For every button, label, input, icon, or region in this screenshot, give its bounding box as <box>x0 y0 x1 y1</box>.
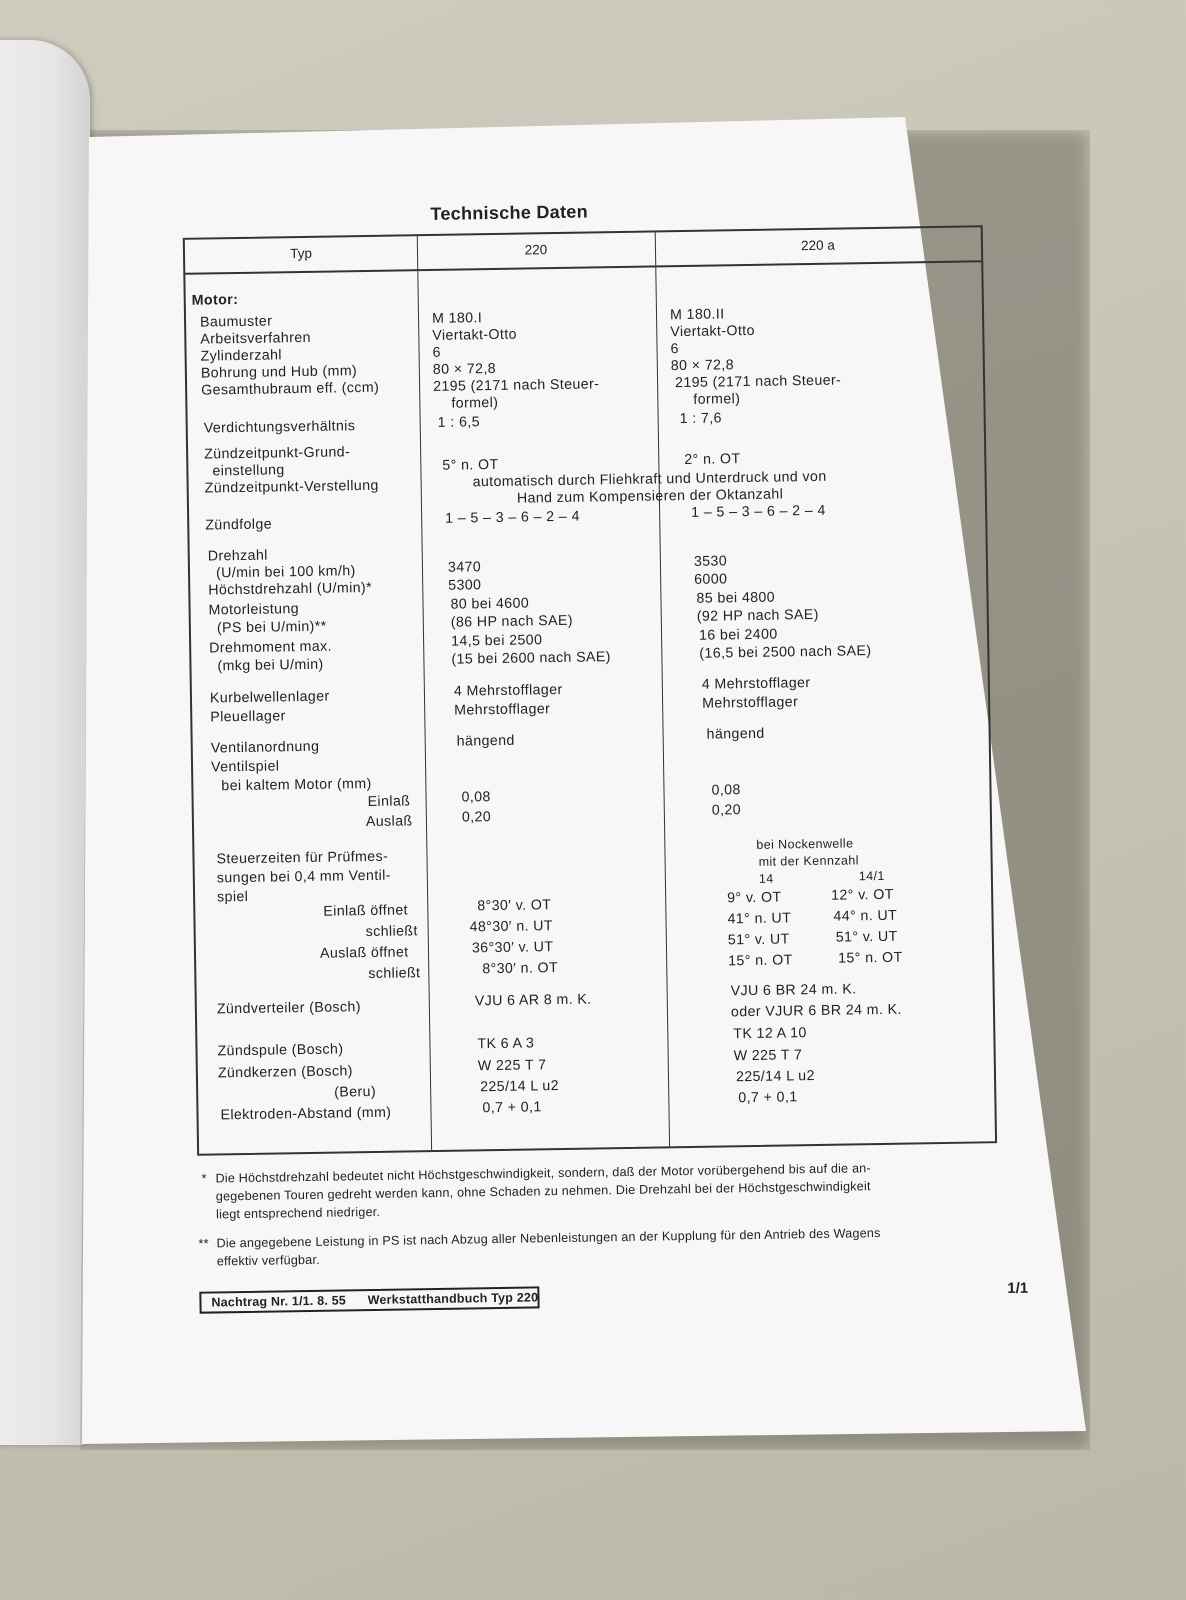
value-220a-zuendspule: TK 12 A 10 <box>733 1025 807 1043</box>
footer-handbuch: Werkstatthandbuch Typ 220 <box>367 1290 539 1308</box>
value-220a-zuendkerzen: W 225 T 7 <box>733 1047 803 1065</box>
label-steuerzeiten-cont2: spiel <box>216 888 249 906</box>
value-220a-hoechstdrehzahl: 6000 <box>694 571 728 588</box>
value-220-motorleistung: 80 bei 4600 <box>450 595 530 613</box>
value-220-gesamthubraum-cont: formel) <box>451 394 499 412</box>
value-220-einlass-schliesst: 48°30′ n. UT <box>469 918 554 936</box>
value-220a-zylinderzahl: 6 <box>670 341 679 358</box>
value-220-bohrung-hub: 80 × 72,8 <box>432 360 497 378</box>
header-typ: Typ <box>290 245 313 262</box>
value-220-motorleistung-sae: (86 HP nach SAE) <box>450 612 574 631</box>
footnote-1 <box>201 1157 1026 1224</box>
footnote-2-mark: ** <box>198 1236 209 1251</box>
label-elektroden-abstand: Elektroden-Abstand (mm) <box>220 1104 392 1124</box>
value-220-pleuellager: Mehrstofflager <box>454 701 551 719</box>
note-kennzahl-14: 14 <box>758 871 774 886</box>
label-verstellung: Zündzeitpunkt-Verstellung <box>204 477 379 497</box>
footnote-1-mark: * <box>201 1171 207 1186</box>
value-220-verdichtung: 1 : 6,5 <box>437 414 481 431</box>
value-220-gesamthubraum: 2195 (2171 nach Steuer- <box>432 376 600 395</box>
value-220a-141-auslass-schliesst: 15° n. OT <box>838 949 903 967</box>
page-number: 1/1 <box>1007 1279 1029 1298</box>
label-motorleistung: Motorleistung <box>208 601 300 619</box>
value-220a-auslass: 0,20 <box>711 802 742 819</box>
label-auslass-schliesst: schließt <box>368 965 421 983</box>
value-220-zuendkerzen: W 225 T 7 <box>477 1057 547 1075</box>
value-220-zuendzeitpunkt: 5° n. OT <box>442 456 499 474</box>
note-kennzahl: mit der Kennzahl <box>758 853 859 869</box>
value-220-einlass: 0,08 <box>461 789 491 806</box>
label-beru: (Beru) <box>334 1083 377 1101</box>
value-220a-zuendverteiler-alt: oder VJUR 6 BR 24 m. K. <box>730 1001 902 1021</box>
value-220a-motorleistung: 85 bei 4800 <box>696 589 776 607</box>
label-zylinderzahl: Zylinderzahl <box>200 347 283 365</box>
footnote-1-line-1: Die Höchstdrehzahl bedeutet nicht Höchstgeschwindigkeit, sondern, daß der Motor vorübergehend bis auf die an- <box>215 1161 871 1186</box>
value-220a-motorleistung-sae: (92 HP nach SAE) <box>696 606 819 625</box>
label-zuendkerzen: Zündkerzen (Bosch) <box>217 1063 353 1082</box>
label-baumuster: Baumuster <box>199 313 273 331</box>
value-220-auslass-oeffnet: 36°30′ v. UT <box>471 939 554 957</box>
value-220-zuendspule: TK 6 A 3 <box>477 1035 535 1053</box>
label-kurbelwellenlager: Kurbelwellenlager <box>209 688 330 707</box>
label-zuendzeitpunkt: Zündzeitpunkt-Grund- <box>204 444 351 463</box>
label-bohrung-hub: Bohrung und Hub (mm) <box>200 363 358 382</box>
value-220a-gesamthubraum: 2195 (2171 nach Steuer- <box>674 372 842 392</box>
value-220-auslass-schliesst: 8°30′ n. OT <box>482 960 559 978</box>
value-220-arbeitsverfahren: Viertakt-Otto <box>432 326 518 344</box>
value-220a-zuendfolge: 1 – 5 – 3 – 6 – 2 – 4 <box>691 502 826 521</box>
value-220-zuendverteiler: VJU 6 AR 8 m. K. <box>474 991 592 1010</box>
value-220a-baumuster: M 180.II <box>669 306 725 324</box>
value-verstellung: automatisch durch Fliehkraft und Unterdruck und von <box>472 468 827 491</box>
footnote-1-line-3: liegt entsprechend niedriger. <box>215 1204 381 1222</box>
value-220-drehmoment: 14,5 bei 2500 <box>451 632 543 650</box>
header-220: 220 <box>524 242 548 258</box>
footer-nachtrag: Nachtrag Nr. 1/1. 8. 55 <box>211 1293 347 1310</box>
footnote-2-line-1: Die angegebene Leistung in PS ist nach Abzug aller Nebenleistungen an der Kupplung für den Antrieb des Wagens <box>216 1226 881 1251</box>
label-steuerzeiten-cont: sungen bei 0,4 mm Ventil- <box>216 867 391 887</box>
label-verdichtung: Verdichtungsverhältnis <box>203 418 356 437</box>
value-220a-pleuellager: Mehrstofflager <box>702 694 799 712</box>
label-auslass-oeffnet: Auslaß öffnet <box>319 944 409 962</box>
footer-box <box>199 1286 539 1313</box>
value-220a-beru: 225/14 L u2 <box>735 1068 815 1086</box>
value-220-ventilanordnung: hängend <box>456 732 515 750</box>
label-drehmoment-cont: (mkg bei U/min) <box>217 656 324 675</box>
header-divider <box>185 260 981 275</box>
value-220a-drehmoment: 16 bei 2400 <box>698 626 778 644</box>
note-kennzahl-14-1: 14/1 <box>858 868 885 884</box>
value-220a-14-auslass-schliesst: 15° n. OT <box>728 952 793 970</box>
value-220-drehmoment-sae: (15 bei 2600 nach SAE) <box>451 649 611 668</box>
footnote-2-line-2: effektiv verfügbar. <box>216 1252 320 1269</box>
label-zuendverteiler: Zündverteiler (Bosch) <box>216 999 362 1018</box>
value-220-baumuster: M 180.I <box>431 310 483 327</box>
value-220a-14-einlass-oeffnet: 9° v. OT <box>727 889 782 907</box>
value-220a-gesamthubraum-cont: formel) <box>693 391 741 408</box>
label-zuendspule: Zündspule (Bosch) <box>217 1041 344 1060</box>
header-220a: 220 a <box>800 237 835 254</box>
label-einlass-schliesst: schließt <box>365 923 418 941</box>
label-ventilspiel-auslass: Auslaß <box>365 813 413 831</box>
section-motor: Motor: <box>191 291 239 309</box>
label-zuendzeitpunkt-cont: einstellung <box>212 462 285 480</box>
page-title: Technische Daten <box>430 201 589 224</box>
label-gesamthubraum: Gesamthubraum eff. (ccm) <box>201 379 380 399</box>
value-220a-kurbelwellenlager: 4 Mehrstofflager <box>701 675 811 693</box>
value-220a-14-einlass-schliesst: 41° n. UT <box>727 910 792 928</box>
value-220a-einlass: 0,08 <box>711 782 741 799</box>
label-steuerzeiten: Steuerzeiten für Prüfmes- <box>216 848 389 868</box>
label-pleuellager: Pleuellager <box>210 708 286 726</box>
value-220a-141-auslass-oeffnet: 51° v. UT <box>835 928 898 946</box>
value-220a-ventilanordnung: hängend <box>706 725 765 743</box>
value-220a-drehmoment-sae: (16,5 bei 2500 nach SAE) <box>699 643 872 662</box>
label-ventilspiel: Ventilspiel <box>210 758 280 776</box>
value-220a-bohrung-hub: 80 × 72,8 <box>670 357 735 375</box>
value-220-drehzahl: 3470 <box>447 559 482 576</box>
value-220a-arbeitsverfahren: Viertakt-Otto <box>670 322 755 341</box>
note-nockenwelle: bei Nockenwelle <box>756 836 854 852</box>
column-divider-2 <box>655 232 670 1146</box>
label-drehzahl: Drehzahl <box>207 547 268 565</box>
value-220a-141-einlass-schliesst: 44° n. UT <box>833 907 898 925</box>
label-motorleistung-cont: (PS bei U/min)** <box>216 618 327 637</box>
value-220a-zuendzeitpunkt: 2° n. OT <box>684 451 741 468</box>
value-220a-elektroden-abstand: 0,7 + 0,1 <box>738 1089 798 1107</box>
page-content <box>172 176 1050 1349</box>
value-220-auslass: 0,20 <box>461 809 492 826</box>
value-220a-zuendverteiler: VJU 6 BR 24 m. K. <box>730 981 857 1000</box>
label-zuendfolge: Zündfolge <box>205 516 273 534</box>
value-220a-141-einlass-oeffnet: 12° v. OT <box>831 886 894 904</box>
footnote-2 <box>198 1222 1026 1271</box>
value-220a-14-auslass-oeffnet: 51° v. UT <box>727 931 790 949</box>
value-220a-verdichtung: 1 : 7,6 <box>679 410 723 428</box>
label-ventilspiel-cont: bei kaltem Motor (mm) <box>221 775 372 795</box>
value-220-einlass-oeffnet: 8°30′ v. OT <box>477 897 552 915</box>
label-drehmoment: Drehmoment max. <box>209 638 333 657</box>
label-ventilspiel-einlass: Einlaß <box>367 793 411 811</box>
column-divider-1 <box>417 236 432 1150</box>
value-220-elektroden-abstand: 0,7 + 0,1 <box>482 1099 542 1117</box>
label-ventilanordnung: Ventilanordnung <box>210 738 320 757</box>
footnote-1-line-2: gegebenen Touren gedreht werden kann, ohne Schaden zu nehmen. Die Drehzahl bei der Höchstgeschwindigkeit <box>215 1179 871 1204</box>
label-einlass-oeffnet: Einlaß öffnet <box>323 902 409 920</box>
label-arbeitsverfahren: Arbeitsverfahren <box>200 329 311 348</box>
value-220-beru: 225/14 L u2 <box>480 1078 560 1096</box>
value-220-hoechstdrehzahl: 5300 <box>448 577 482 594</box>
value-220-zylinderzahl: 6 <box>432 344 442 361</box>
label-drehzahl-cont: (U/min bei 100 km/h) <box>215 563 356 582</box>
value-220a-drehzahl: 3530 <box>693 553 728 570</box>
value-220-kurbelwellenlager: 4 Mehrstofflager <box>453 681 563 700</box>
value-220-zuendfolge: 1 – 5 – 3 – 6 – 2 – 4 <box>445 508 580 527</box>
previous-page-edge <box>0 40 90 1445</box>
value-verstellung-cont: Hand zum Kompensieren der Oktanzahl <box>516 486 784 507</box>
label-hoechstdrehzahl: Höchstdrehzahl (U/min)* <box>208 579 373 599</box>
